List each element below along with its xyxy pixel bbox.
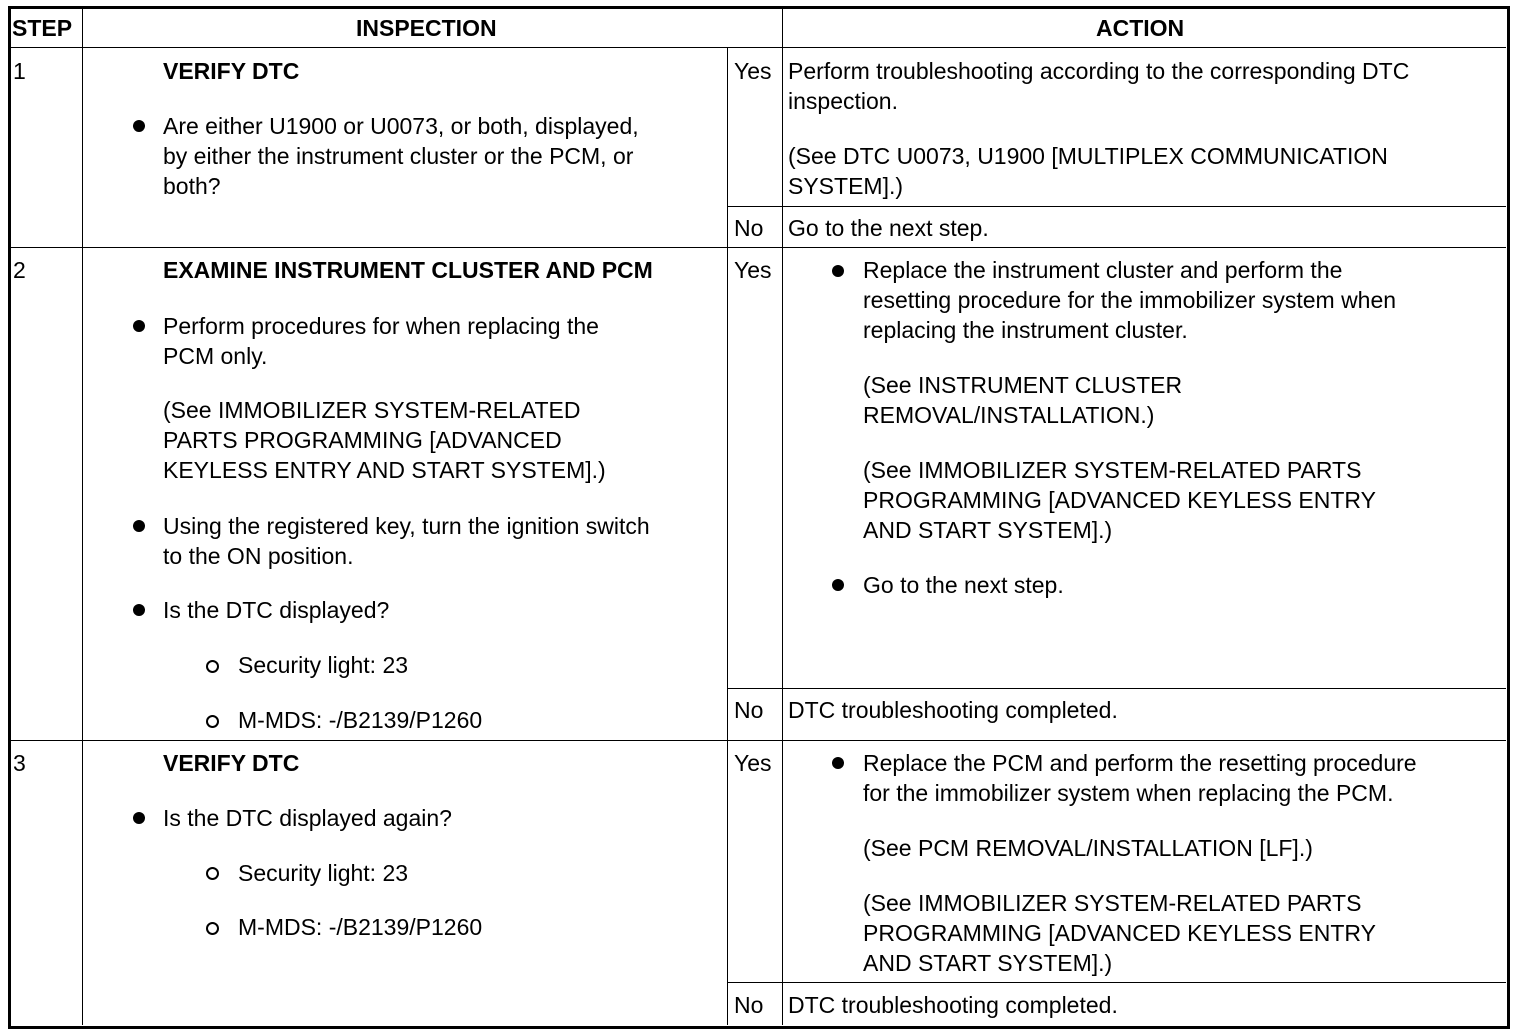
yes-label: Yes — [734, 58, 772, 84]
sub-bullet-icon — [206, 715, 219, 728]
header-inspection: INSPECTION — [356, 15, 497, 41]
inspection-sub-bullet: Security light: 23 — [238, 652, 409, 678]
inspection-bullet: Is the DTC displayed again? — [163, 805, 452, 831]
inspection-sub-bullet: M-MDS: -/B2139/P1260 — [238, 707, 483, 733]
bullet-icon — [832, 757, 844, 769]
step-number: 3 — [13, 750, 26, 776]
inspection-bullet: Using the registered key, turn the ignition switch to the ON position. — [163, 513, 650, 569]
yes-action-reference: (See PCM REMOVAL/INSTALLATION [LF].) — [863, 835, 1313, 861]
yes-action-bullet: Replace the instrument cluster and perform the resetting procedure for the immobilizer system when replacing the instrument cluster. — [863, 257, 1397, 343]
row2-yes-no-divider — [727, 688, 1506, 689]
inspection-bullet: Are either U1900 or U0073, or both, displayed, by either the instrument cluster or the PCM, or both? — [163, 113, 639, 199]
sub-bullet-icon — [206, 922, 219, 935]
sub-bullet-icon — [206, 867, 219, 880]
no-action-text: DTC troubleshooting completed. — [788, 697, 1118, 723]
col-divider-step — [82, 8, 83, 1025]
yes-action-text: Perform troubleshooting according to the corresponding DTC inspection. — [788, 58, 1410, 114]
no-action-text: Go to the next step. — [788, 215, 989, 241]
yes-action-reference: (See IMMOBILIZER SYSTEM-RELATED PARTS PROGRAMMING [ADVANCED KEYLESS ENTRY AND START SYSTEM].) — [863, 457, 1376, 543]
row1-yes-no-divider — [727, 206, 1506, 207]
bullet-icon — [133, 604, 145, 616]
bullet-icon — [133, 520, 145, 532]
bullet-icon — [832, 579, 844, 591]
col-divider-yesno — [727, 48, 728, 1025]
row1-row2-divider — [10, 247, 1506, 248]
bullet-icon — [133, 812, 145, 824]
inspection-bullet: Perform procedures for when replacing the PCM only. — [163, 313, 599, 369]
header-action: ACTION — [1096, 15, 1185, 41]
yes-action-reference: (See DTC U0073, U1900 [MULTIPLEX COMMUNICATION SYSTEM].) — [788, 143, 1388, 199]
step-number: 1 — [13, 58, 26, 84]
row3-yes-no-divider — [727, 982, 1506, 983]
yes-label: Yes — [734, 257, 772, 283]
yes-action-bullet: Go to the next step. — [863, 572, 1064, 598]
row2-row3-divider — [10, 740, 1506, 741]
inspection-title: EXAMINE INSTRUMENT CLUSTER AND PCM — [163, 257, 653, 283]
header-step: STEP — [12, 15, 73, 41]
inspection-reference: (See IMMOBILIZER SYSTEM-RELATED PARTS PROGRAMMING [ADVANCED KEYLESS ENTRY AND START SYSTEM].) — [163, 397, 606, 483]
yes-action-reference: (See IMMOBILIZER SYSTEM-RELATED PARTS PROGRAMMING [ADVANCED KEYLESS ENTRY AND START SYSTEM].) — [863, 890, 1376, 976]
no-action-text: DTC troubleshooting completed. — [788, 992, 1118, 1018]
yes-label: Yes — [734, 750, 772, 776]
inspection-title: VERIFY DTC — [163, 750, 300, 776]
step-number: 2 — [13, 257, 26, 283]
yes-action-reference: (See INSTRUMENT CLUSTER REMOVAL/INSTALLATION.) — [863, 372, 1183, 428]
col-divider-action — [782, 8, 783, 1025]
bullet-icon — [133, 320, 145, 332]
inspection-sub-bullet: Security light: 23 — [238, 860, 409, 886]
sub-bullet-icon — [206, 660, 219, 673]
header-divider — [10, 47, 1506, 48]
no-label: No — [734, 697, 764, 723]
no-label: No — [734, 992, 764, 1018]
inspection-title: VERIFY DTC — [163, 58, 300, 84]
inspection-sub-bullet: M-MDS: -/B2139/P1260 — [238, 914, 483, 940]
bullet-icon — [133, 120, 145, 132]
yes-action-bullet: Replace the PCM and perform the resetting procedure for the immobilizer system when replacing the PCM. — [863, 750, 1417, 806]
no-label: No — [734, 215, 764, 241]
inspection-bullet: Is the DTC displayed? — [163, 597, 390, 623]
bullet-icon — [832, 265, 844, 277]
